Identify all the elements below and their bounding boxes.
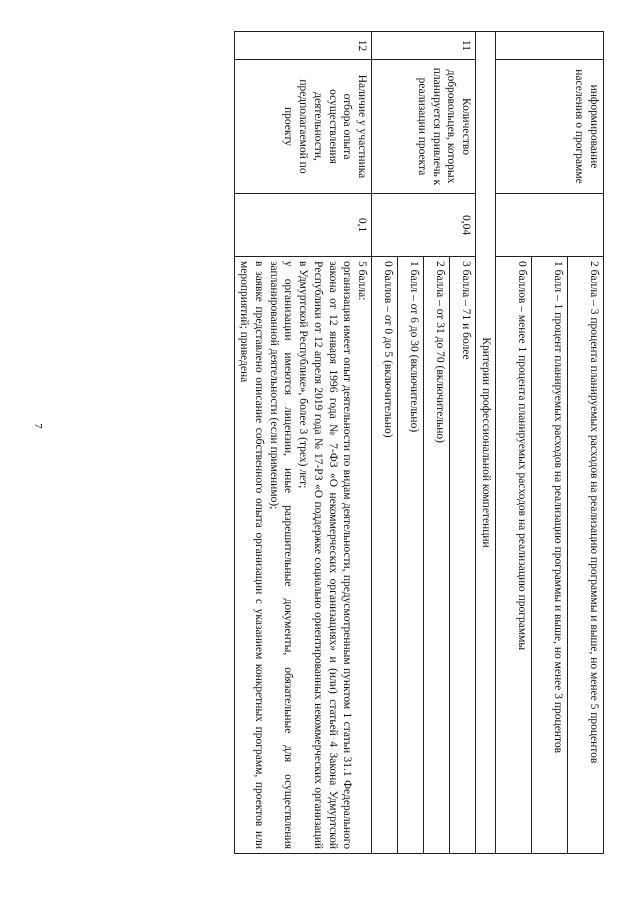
section-header: Критерии профессиональной компетенции bbox=[476, 32, 496, 854]
row-11-score-1: 1 балл – от 6 до 30 (включительно) bbox=[398, 257, 424, 854]
criterion-info: информирование населения о программе bbox=[496, 60, 604, 194]
row-12-criterion: Наличие у участника отбора опыта осуществления деятельности, предполагаемой по проекту bbox=[234, 60, 371, 194]
row-11-score-3: 3 балла – 71 и более bbox=[450, 257, 476, 854]
row-12-description bbox=[234, 257, 371, 854]
row-12-weight: 0,1 bbox=[234, 194, 371, 257]
rotated-table-container bbox=[80, 31, 604, 853]
score-info-1: 1 балл – 1 процент планируемых расходов на реализацию программы и выше, но менее 3 процентов bbox=[532, 257, 568, 854]
row-12-number: 12 bbox=[234, 32, 371, 60]
row-number-cell bbox=[496, 32, 604, 60]
weight-cell bbox=[496, 194, 604, 257]
row-11-weight: 0,04 bbox=[372, 194, 476, 257]
row-11-number: 11 bbox=[372, 32, 476, 60]
row-11-score-0: 0 баллов – от 0 до 5 (включительно) bbox=[372, 257, 398, 854]
score-info-0: 0 баллов – менее 1 процента планируемых расходов на реализацию программы bbox=[496, 257, 532, 854]
row-12-para-3: в заявке представлено описание собственного опыта организации с указанием конкретных программ, проектов или мероприятий; приведена bbox=[238, 261, 265, 849]
row-11-criterion: Количество добровольцев, которых планируется привлечь к реализации проекта bbox=[372, 60, 476, 194]
row-12-para-2: у организации имеются лицензии, иные разрешительные документы, обязательные для осуществления запланированной деятельности (если применимо); bbox=[267, 261, 295, 849]
row-11-score-2: 2 балла – от 31 до 70 (включительно) bbox=[424, 257, 450, 854]
score-info-2: 2 балла – 3 процента планируемых расходов на реализацию программы и выше, но менее 5 процентов bbox=[568, 257, 604, 854]
row-12-score-title: 5 балла: bbox=[356, 261, 368, 301]
criteria-table bbox=[234, 31, 604, 854]
page-number: 7 bbox=[32, 423, 44, 429]
row-12-para-1: организация имеет опыт деятельности по видам деятельности, предусмотренным пунктом 1 статьи 31.1 Федерального закона от 12 января 1996 года № 7-ФЗ «О некоммерческих организациях» и (или) статьей 4 Закона Удмуртской Республики от 12 апреля 2019 года № 17-РЗ «О поддержке социально ориентированных некоммерческих организаций в Удмуртской Республике», более 3 (трех) лет; bbox=[297, 261, 354, 849]
